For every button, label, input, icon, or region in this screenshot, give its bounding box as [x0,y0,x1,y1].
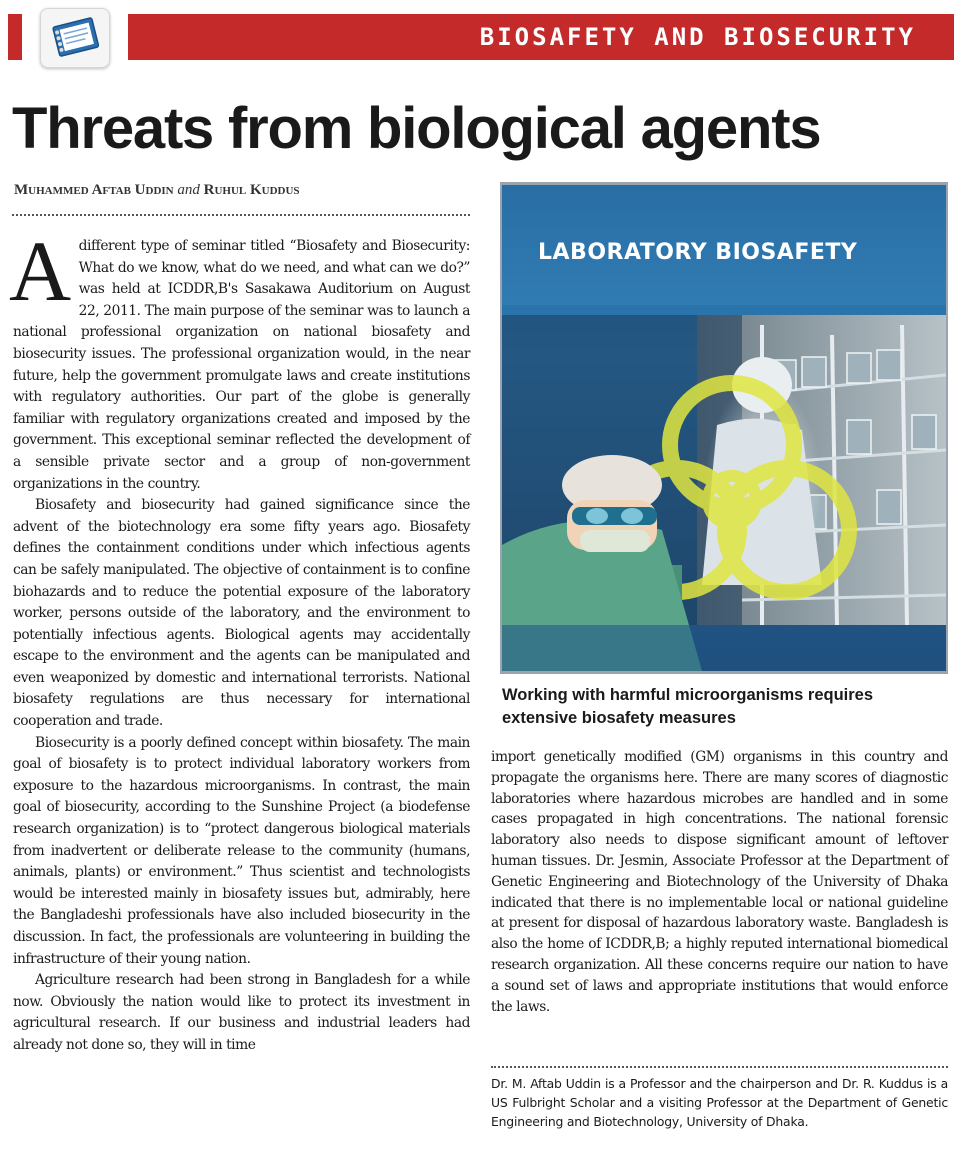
paragraph-1 [9,223,470,495]
author-second: Ruhul Kuddus [203,182,300,198]
paragraph-3: Biosecurity is a poorly defined concept within biosafety. The main goal of biosafety is to protect individual laboratory workers from exposure to the hazardous microorganisms. In contrast, the main goal of biosecurity, according to the Sunshine Project (a biodefense research organization) is to “protect dangerous biological materials from inadvertent or deliberate release to the community (humans, animals, plants) or environment.” Thus scientist and technologists would be interested mainly in biosafety issues but, admirably, here the Bangladeshi professionals have also included biosecurity in the discussion. In fact, the professionals are volunteering in building the infrastructure of their young nation. [13,734,470,967]
cover-title: LABORATORY BIOSAFETY [538,240,858,265]
article-body-right-column: import genetically modified (GM) organisms in this country and propagate the organisms here. There are many scores of diagnostic laboratories where hazardous microbes are handled and in some cases propagated in high concentrations. The national forensic laboratory also needs to dispose significant amount of leftover human tissues. Dr. Jesmin, Associate Professor at the Department of Genetic Engineering and Biotechnology of the University of Dhaka indicated that there is no implementable local or national guideline at present for disposal of hazardous laboratory waste. Bangladesh is also the home of ICDDR,B; a highly reputed international biomedical research organization. All these concerns require our nation to have a sound set of laws and appropriate institutions that would enforce the laws. [491,749,948,1015]
author-first: Muhammed Aftab Uddin [14,182,174,198]
article-body-left-column [9,223,470,1057]
section-logo [40,8,110,68]
header-accent-bar [8,14,22,60]
notebook-icon [47,13,105,63]
paragraph-2: Biosafety and biosecurity had gained significance since the advent of the biotechnology era some fifty years ago. Biosafety defines the containment conditions under which infectious agents can be safely manipulated. The objective of containment is to confine biohazards and to reduce the potential exposure of the laboratory worker, persons outside of the laboratory, and the environment to potentially infectious agents. Biological agents may accidentally escape to the environment and the agents can be manipulated and even weaponized by domestic and international terrorists. National biosafety regulations are thus necessary for international cooperation and trade. [13,497,470,730]
paragraph-1-text: different type of seminar titled “Biosafety and Biosecurity: What do we know, what do we need, and what can we do?” was held at ICDDR,B's Sasakawa Auditorium on August 22, 2011. The main purpose of the seminar was to launch a national professional organization on national biosafety and biosecurity issues. The professional organization would, in the near future, help the government promulgate laws and create institutions with regulatory authorities. Our part of the globe is generally familiar with regulatory organizations created and imposed by the government. This exceptional seminar reflected the development of a sensible private sector and a group of non-government organizations in the country. [13,238,470,492]
section-header-band [128,14,954,60]
byline [14,182,300,199]
author-footnote: Dr. M. Aftab Uddin is a Professor and the chairperson and Dr. R. Kuddus is a US Fulbright Scholar and a visiting Professor at the Department of Genetic Engineering and Biotechnology, University of Dhaka. [491,1076,948,1129]
footnote-divider [491,1066,948,1068]
author-conjunction: and [177,182,200,198]
photo-caption: Working with harmful microorganisms requires extensive biosafety measures [502,686,874,727]
headline: Threats from biological agents [12,96,821,161]
paragraph-4: Agriculture research had been strong in Bangladesh for a while now. Obviously the nation would like to protect its investment in agricultural research. If our business and industrial leaders had already not done so, they will in time [13,972,470,1053]
byline-divider [12,214,470,216]
section-title: BIOSAFETY AND BIOSECURITY [479,23,916,51]
drop-cap: A [9,223,71,319]
